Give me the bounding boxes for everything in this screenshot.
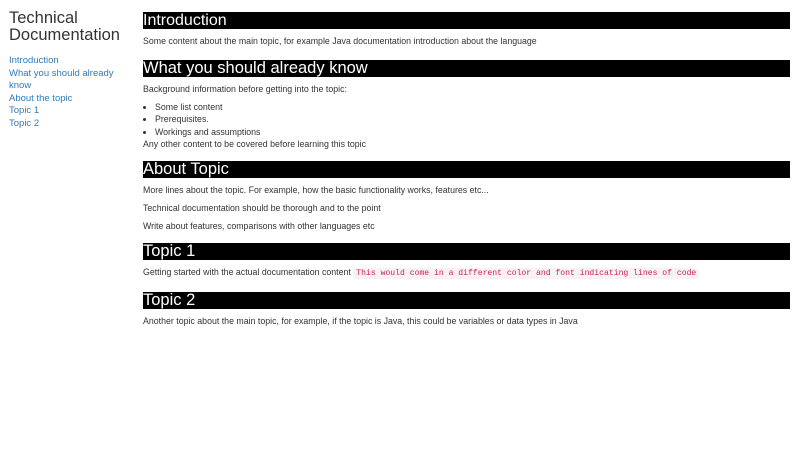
- nav-item-topic2: [9, 118, 134, 131]
- code-snippet: This would come in a different color and font indicating lines of code: [353, 268, 699, 279]
- section-topic-2: [143, 292, 790, 327]
- section-introduction: [143, 12, 790, 47]
- prerequisites-list: [143, 101, 790, 138]
- section-what-you-should-already-know: [143, 60, 790, 150]
- section-heading-introduction: Introduction: [143, 12, 790, 29]
- paragraph-text: Getting started with the actual documentation content: [143, 267, 351, 278]
- section-paragraph: More lines about the topic. For example, how the basic functionality works, features etc...: [143, 185, 489, 196]
- section-heading-topic-1: Topic 1: [143, 243, 790, 260]
- nav-item-know: [9, 68, 134, 93]
- section-heading-what-you-should-already-know: What you should already know: [143, 60, 790, 77]
- list-item: • Some list content: [155, 101, 790, 113]
- main-doc: [143, 12, 790, 327]
- section-paragraph: Some content about the main topic, for example Java documentation introduction about the language: [143, 36, 537, 46]
- nav-item-topic1: [9, 105, 134, 118]
- section-paragraph: Another topic about the main topic, for example, if the topic is Java, this could be variables or data types in Java: [143, 316, 578, 327]
- navbar: [9, 10, 134, 131]
- section-heading-about-topic: About Topic: [143, 161, 790, 178]
- nav-links: [9, 55, 134, 131]
- section-topic-1: [143, 243, 790, 280]
- nav-title: Technical Documentation: [9, 9, 120, 44]
- section-about-topic: [143, 161, 790, 232]
- section-paragraph: Technical documentation should be thorough and to the point: [143, 203, 381, 214]
- section-paragraph: Any other content to be covered before learning this topic: [143, 139, 366, 150]
- list-item: • Prerequisites.: [155, 113, 790, 125]
- section-paragraph: Write about features, comparisons with other languages etc: [143, 221, 375, 232]
- nav-link-introduction[interactable]: Introduction: [9, 55, 59, 66]
- nav-link-topic-2[interactable]: Topic 2: [9, 117, 40, 129]
- nav-link-topic-1[interactable]: Topic 1: [9, 105, 40, 117]
- nav-link-about-the-topic[interactable]: About the topic: [9, 92, 73, 104]
- nav-item-about: [9, 93, 134, 106]
- section-heading-topic-2: Topic 2: [143, 292, 790, 309]
- nav-item-introduction: [9, 55, 134, 68]
- nav-link-what-you-should-already-know[interactable]: What you should already know: [9, 67, 114, 92]
- section-paragraph: [143, 266, 790, 280]
- section-paragraph: Background information before getting into the topic:: [143, 84, 347, 94]
- list-item: • Workings and assumptions: [155, 126, 790, 138]
